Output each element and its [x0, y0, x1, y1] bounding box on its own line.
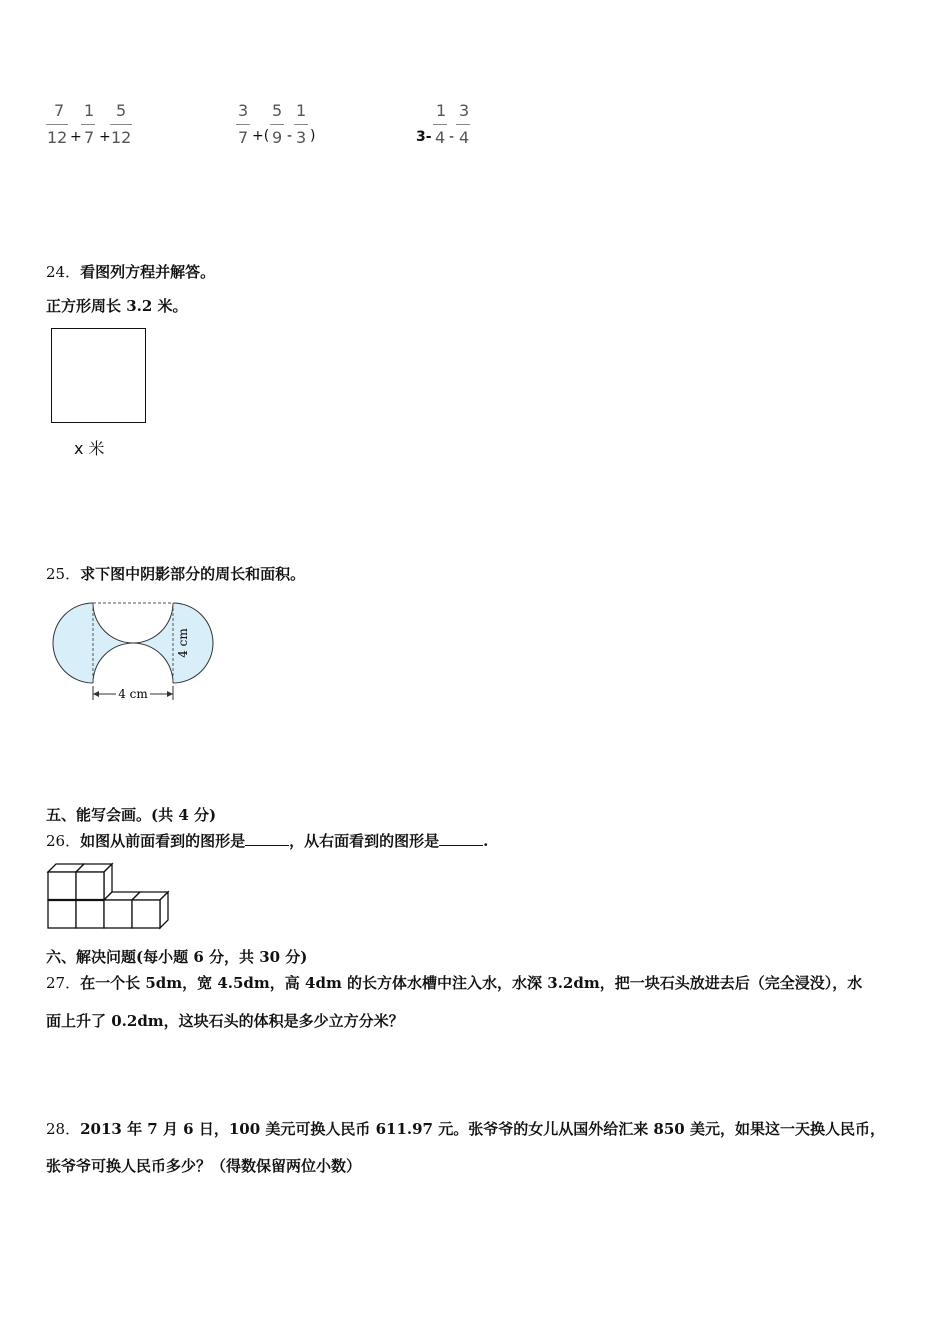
question-number: 24． [46, 263, 81, 281]
question-text: 在一个长 5dm，宽 4.5dm，高 4dm 的长方体水槽中注入水，水深 3.2dm，把一块石头放进去后（完全浸没），水 [80, 974, 863, 992]
denominator: 4 [459, 128, 470, 147]
denominator: 12 [47, 128, 68, 147]
question-number: 27． [46, 974, 81, 992]
numerator: 3 [459, 101, 470, 120]
question-number: 28． [46, 1120, 81, 1138]
numerator: 5 [272, 101, 283, 120]
question-number: 26． [46, 832, 81, 850]
question-28 [46, 1118, 885, 1139]
operator: - [287, 128, 293, 144]
question-number: 25． [46, 565, 81, 583]
operator: + [70, 129, 82, 145]
denominator: 4 [435, 128, 446, 147]
cube-stack-figure [46, 860, 178, 932]
dimension-vertical: 4 cm [176, 628, 190, 658]
square-side-label: x 米 [74, 439, 105, 458]
question-27-line2: 面上升了 0.2dm，这块石头的体积是多少立方分米？ [46, 1012, 404, 1030]
section-5-title: 五、能写会画。(共 4 分) [46, 806, 217, 824]
operator: +( [252, 128, 270, 144]
square-figure [51, 328, 146, 423]
question-text: 求下图中阴影部分的周长和面积。 [80, 565, 306, 583]
question-26 [46, 830, 488, 851]
shaded-figure [46, 596, 226, 708]
section-6-title: 六、解决问题(每小题 6 分，共 30 分) [46, 948, 308, 966]
numerator: 3 [238, 101, 249, 120]
numerator: 5 [116, 101, 127, 120]
paren-close: ) [310, 128, 316, 144]
denominator: 7 [84, 128, 95, 147]
question-28-line2: 张爷爷可换人民币多少？（得数保留两位小数） [46, 1157, 362, 1175]
denominator: 7 [238, 128, 249, 147]
dimension-horizontal: 4 cm [118, 687, 148, 701]
question-27 [46, 972, 862, 993]
numerator: 7 [54, 101, 65, 120]
question-text-a: 如图从前面看到的图形是 [80, 832, 246, 850]
denominator: 9 [272, 128, 283, 147]
question-25 [46, 563, 305, 584]
numerator: 1 [296, 101, 307, 120]
question-text: 2013 年 7 月 6 日，100 美元可换人民币 611.97 元。张爷爷的女儿从国外给汇来 850 美元，如果这一天换人民币， [80, 1120, 885, 1138]
question-text: 看图列方程并解答。 [80, 263, 216, 281]
operator: + [99, 129, 111, 145]
lead-term: 3- [416, 129, 432, 145]
question-text-b: ，从右面看到的图形是 [289, 832, 440, 850]
answer-blank-right[interactable] [439, 831, 483, 846]
question-24-condition: 正方形周长 3.2 米。 [46, 297, 188, 315]
question-text-c: . [483, 832, 489, 850]
numerator: 1 [436, 101, 447, 120]
denominator: 12 [111, 128, 132, 147]
numerator: 1 [84, 101, 95, 120]
operator: - [449, 129, 455, 145]
question-24 [46, 261, 215, 282]
denominator: 3 [296, 128, 307, 147]
answer-blank-front[interactable] [245, 831, 289, 846]
